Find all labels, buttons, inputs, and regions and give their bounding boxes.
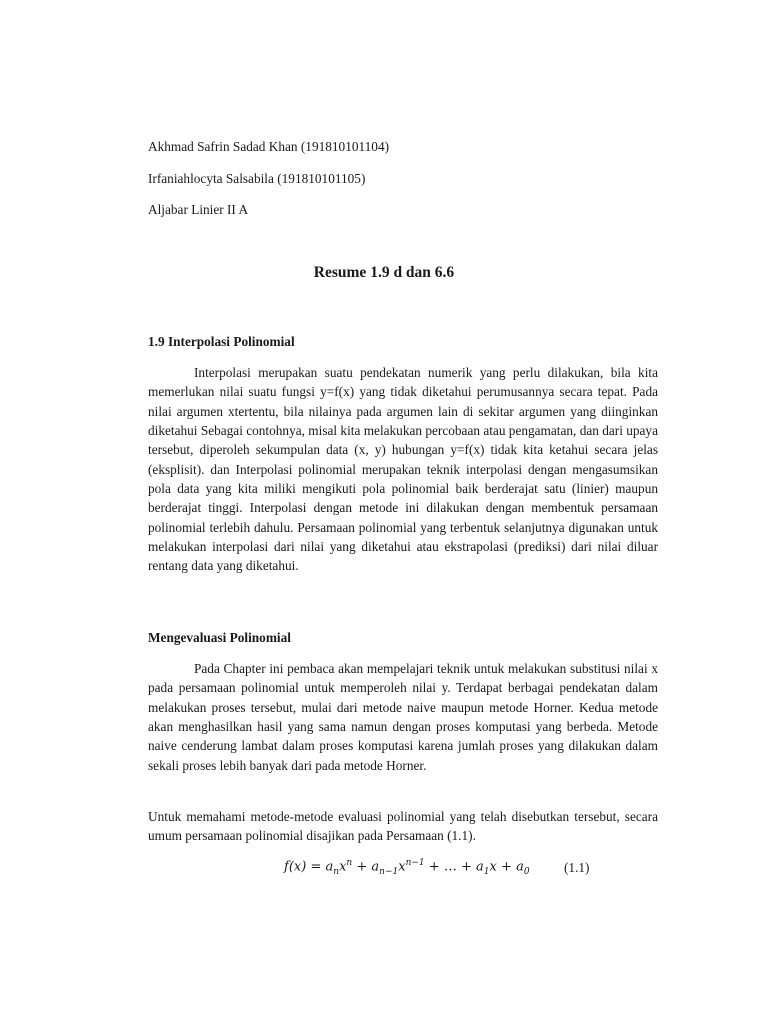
- equation-row: [0, 858, 768, 880]
- document-title: Resume 1.9 d dan 6.6: [313, 264, 455, 281]
- equation-number: (1.1): [564, 860, 590, 875]
- author-line-2: Irfaniahlocyta Salsabila (191810101105): [148, 171, 366, 186]
- polynomial-equation: $f(x) = a_nx^n + a_{n-1}x^{n-1}$ + … + $a_1x + a_0$: [284, 858, 530, 877]
- paragraph-interpolasi: Interpolasi merupakan suatu pendekatan numerik yang perlu dilakukan, bila kita memerlukan nilai suatu fungsi y=f(x) yang tidak diketahui perumusannya secara tepat. Pada nilai argumen xtertentu, bila nilainya pada argumen lain di sekitar argumen yang diinginkan diketahui Sebagai contohnya, misal kita melakukan percobaan atau pengamatan, dan dari upaya tersebut, diperoleh sekumpulan data (x, y) hubungan y=f(x) tidak kita ketahui secara jelas (eksplisit). dan Interpolasi polinomial merupakan teknik interpolasi dengan mengasumsikan pola data yang kita miliki mengikuti pola polinomial baik berderajat satu (linier) maupun berderajat tinggi. Interpolasi dengan metode ini dilakukan dengan membentuk persamaan polinomial terlebih dahulu. Persamaan polinomial yang terbentuk selanjutnya digunakan untuk melakukan interpolasi dari nilai yang diketahui atau ekstrapolasi (prediksi) dari nilai diluar rentang data yang diketahui.: [148, 365, 658, 574]
- course-line: Aljabar Linier II A: [148, 202, 249, 217]
- author-line-1: Akhmad Safrin Sadad Khan (191810101104): [148, 139, 390, 154]
- paragraph-mengevaluasi: Pada Chapter ini pembaca akan mempelajari teknik untuk melakukan substitusi nilai x pada persamaan polinomial untuk memperoleh nilai y. Terdapat berbagai pendekatan dalam melakukan proses tersebut, mulai dari metode naive maupun metode Horner. Kedua metode akan menghasilkan hasil yang sama namun dengan proses komputasi yang berbeda. Metode naive cenderung lambat dalam proses komputasi karena jumlah proses yang dilakukan dalam sekali proses lebih banyak dari pada metode Horner.: [148, 661, 658, 773]
- section-heading-mengevaluasi: Mengevaluasi Polinomial: [148, 630, 291, 645]
- section-heading-interpolasi: 1.9 Interpolasi Polinomial: [148, 334, 295, 349]
- paragraph-persamaan-intro: Untuk memahami metode-metode evaluasi polinomial yang telah disebutkan tersebut, secara umum persamaan polinomial disajikan pada Persamaan (1.1).: [148, 809, 658, 844]
